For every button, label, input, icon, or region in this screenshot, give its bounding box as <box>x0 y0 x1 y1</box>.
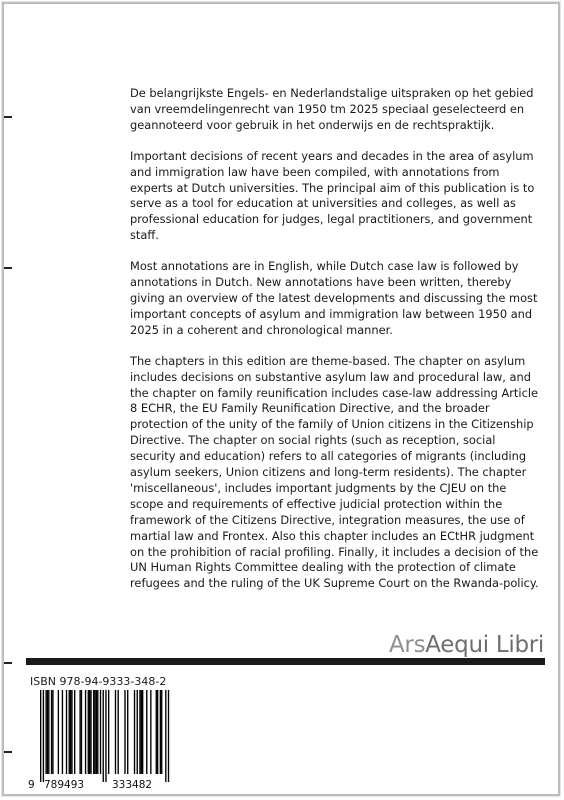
barcode-bar <box>96 690 97 774</box>
barcode-bar <box>81 690 82 774</box>
barcode-bar <box>70 690 71 774</box>
barcode-bar <box>115 690 116 774</box>
barcode-guard-bar <box>103 690 104 782</box>
barcode-guard-bar <box>105 690 106 782</box>
crop-mark <box>4 662 12 664</box>
crop-mark <box>4 116 12 118</box>
barcode-digit-first: 9 <box>28 779 35 791</box>
barcode <box>30 690 170 782</box>
barcode-bar <box>52 690 53 774</box>
barcode-digits-right: 333482 <box>112 779 153 791</box>
barcode-bar <box>141 690 142 774</box>
barcode-bar <box>88 690 89 774</box>
back-cover-text <box>130 86 542 607</box>
barcode-guard-bar <box>168 690 169 782</box>
barcode-guard-bar <box>165 690 166 782</box>
barcode-bar <box>74 690 75 774</box>
barcode-bar <box>139 690 140 774</box>
paragraph-dutch-intro: De belangrijkste Engels- en Nederlandstalige uitspraken op het gebied van vreemdelingenrecht van 1950 tm 2025 speciaal geselecteerd en geannoteerd voor gebruik in het onderwijs en de rechtspraktijk. <box>130 86 534 132</box>
barcode-bar <box>97 690 98 774</box>
publisher-logo <box>389 632 544 658</box>
barcode-bar <box>161 690 162 774</box>
barcode-bar <box>160 690 161 774</box>
barcode-bar <box>118 690 119 774</box>
barcode-bar <box>127 690 128 774</box>
barcode-bar <box>157 690 158 774</box>
barcode-bar <box>146 690 147 774</box>
barcode-bar <box>90 690 91 774</box>
barcode-bar <box>79 690 80 774</box>
barcode-bar <box>137 690 138 774</box>
paragraph-chapters: The chapters in this edition are theme-based. The chapter on asylum includes decisions on substantive asylum law and procedural law, and the chapter on family reunification includes case-law addressing Article 8 ECHR, the EU Family Reunification Directive, and the broader protection of the unity of the family of Union citizens in the Citizenship Directive. The chapter on social rights (such as reception, social security and education) refers to all categories of migrants (including asylum seekers, Union citizens and long-term residents). The chapter 'miscellaneous', includes important judgments by the CJEU on the scope and requirements of effective judicial protection within the framework of the Citizens Directive, integration measures, the use of martial law and Frontex. Also this chapter includes an ECtHR judgment on the prohibition of racial profiling. Finally, it includes a decision of the UN Human Rights Committee dealing with the protection of climate refugees and the ruling of the UK Supreme Court on the Rwanda-policy. <box>130 353 539 591</box>
barcode-bar <box>47 690 48 774</box>
barcode-bar <box>134 690 135 774</box>
publisher-logo-ars: Ars <box>389 632 426 658</box>
barcode-bar <box>58 690 59 774</box>
barcode-bar <box>48 690 49 774</box>
isbn-label: ISBN 978-94-9333-348-2 <box>30 675 167 688</box>
barcode-bar <box>45 690 46 774</box>
barcode-bar <box>124 690 125 774</box>
barcode-bar <box>100 690 101 774</box>
barcode-bar <box>89 690 90 774</box>
barcode-digits-left: 789493 <box>44 779 85 791</box>
barcode-bar <box>85 690 86 774</box>
crop-mark <box>4 267 12 269</box>
barcode-bar <box>94 690 95 774</box>
barcode-bar <box>71 690 72 774</box>
paragraph-english-intro: Important decisions of recent years and decades in the area of asylum and immigration law have been compiled, with annotations from experts at Dutch universities. The principal aim of this publication is to serve as a tool for education at universities and colleges, as well as professional education for judges, legal practitioners, and government staff. <box>130 148 535 243</box>
barcode-bar <box>66 690 67 774</box>
barcode-bar <box>69 690 70 774</box>
barcode-guard-bar <box>43 690 44 782</box>
barcode-bar <box>150 690 151 774</box>
crop-mark <box>4 751 12 753</box>
barcode-bar <box>142 690 143 774</box>
barcode-bar <box>156 690 157 774</box>
barcode-bar <box>93 690 94 774</box>
divider-bar <box>26 658 545 665</box>
barcode-bar <box>108 690 109 774</box>
paragraph-annotations: Most annotations are in English, while Dutch case law is followed by annotations in Dutch. New annotations have been written, thereby giving an overview of the latest developments and discussing the most important concepts of asylum and immigration law between 1950 and 2025 in a coherent and chronological manner. <box>130 259 538 337</box>
publisher-logo-aequi-libri: Aequi Libri <box>425 632 544 658</box>
barcode-bar <box>62 690 63 774</box>
barcode-guard-bar <box>40 690 41 782</box>
barcode-bar <box>51 690 52 774</box>
